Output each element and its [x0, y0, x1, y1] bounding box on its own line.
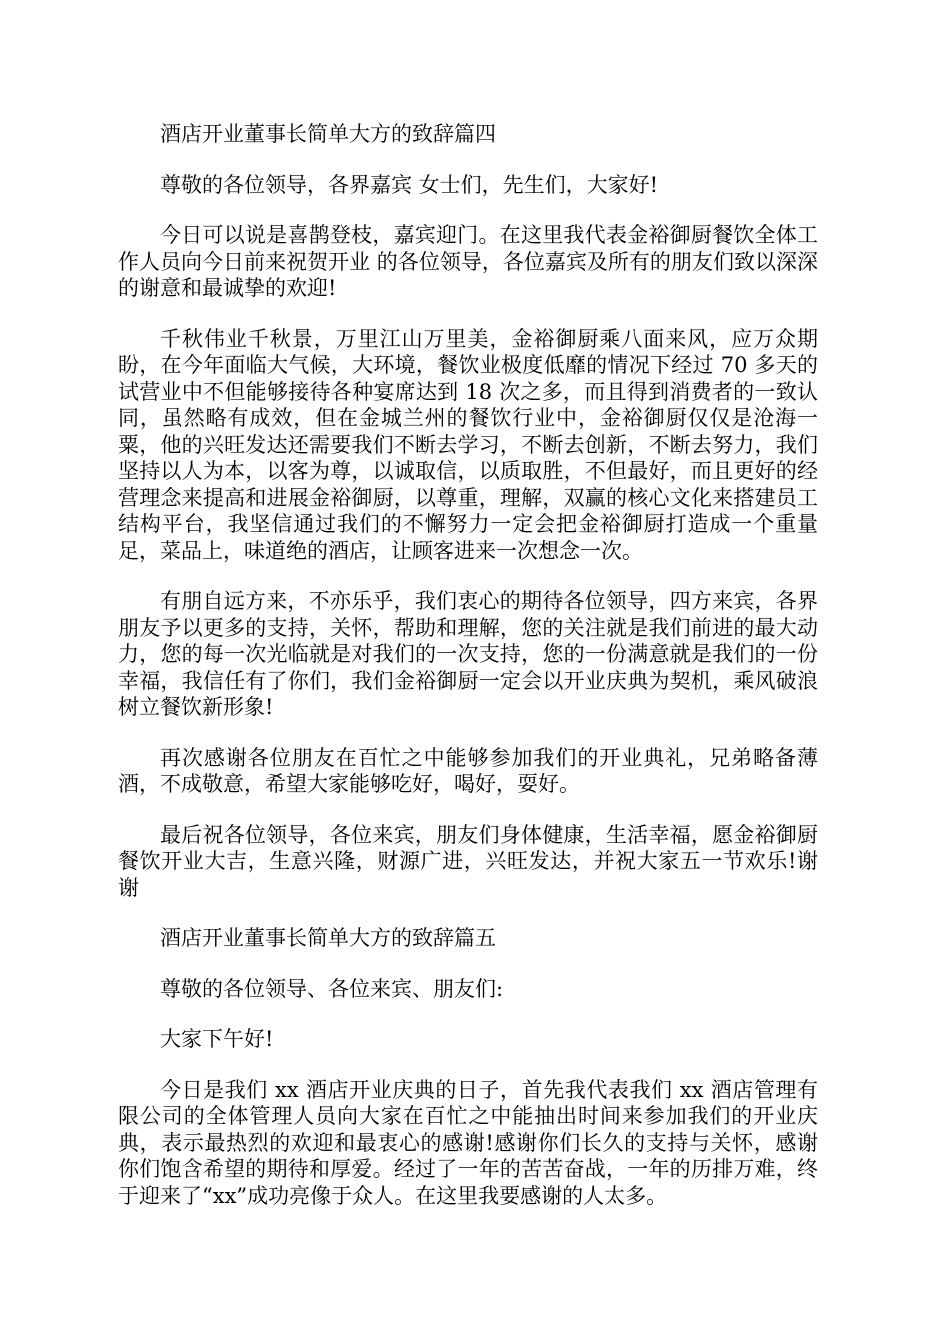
- greeting-paragraph: 尊敬的各位领导，各界嘉宾 女士们，先生们，大家好!: [160, 172, 659, 197]
- body-paragraph: 千秋伟业千秋景，万里江山万里美，金裕御厨乘八面来风，应万众期盼，在今年面临大气候，大环境，餐饮业极度低靡的情况下经过 70 多天的试营业中不但能够接待各种宴席达到 18 次之多，而且得到消费者的一致认同，虽然略有成效，但在金城兰州的餐饮行业中，金裕御厨仅仅是沧海一粟，他的兴旺发达还需要我们不断去学习，不断去创新，不断去努力，我们坚持以人为本，以客为尊，以诚取信，以质取胜，不但最好，而且更好的经营理念来提高和进展金裕御厨，以尊重，理解，双赢的核心文化来搭建员工结构平台，我坚信通过我们的不懈努力一定会把金裕御厨打造成一个重量足，菜品上，味道绝的酒店，让顾客进来一次想念一次。: [118, 326, 818, 563]
- section-title-4: 酒店开业董事长简单大方的致辞篇四: [160, 122, 496, 146]
- thanks-paragraph: 再次感谢各位朋友在百忙之中能够参加我们的开业典礼，兄弟略备薄酒，不成敬意，希望大家能够吃好，喝好，耍好。: [118, 745, 818, 796]
- welcome-paragraph: 今日可以说是喜鹊登枝，嘉宾迎门。在这里我代表金裕御厨餐饮全体工作人员向今日前来祝贺开业 的各位领导，各位嘉宾及所有的朋友们致以深深的谢意和最诚挚的欢迎!: [118, 223, 818, 300]
- greeting-paragraph: 尊敬的各位领导、各位来宾、朋友们:: [160, 976, 504, 1001]
- document-body: [118, 121, 818, 1233]
- body-paragraph: 有朋自远方来，不亦乐乎，我们衷心的期待各位领导，四方来宾，各界朋友予以更多的支持，关怀，帮助和理解，您的关注就是我们前进的最大动力，您的每一次光临就是对我们的一次支持，您的一份满意就是我们的一份幸福，我信任有了你们，我们金裕御厨一定会以开业庆典为契机，乘风破浪树立餐饮新形象!: [118, 589, 818, 719]
- body-paragraph: 今日是我们 xx 酒店开业庆典的日子，首先我代表我们 xx 酒店管理有限公司的全体管理人员向大家在百忙之中能抽出时间来参加我们的开业庆典，表示最热烈的欢迎和最衷心的感谢!感谢你们长久的支持与关怀，感谢你们饱含希望的期待和厚爱。经过了一年的苦苦奋战，一年的历排万难，终于迎来了“xx”成功亮像于众人。在这里我要感谢的人太多。: [118, 1077, 818, 1208]
- section-title-5: 酒店开业董事长简单大方的致辞篇五: [160, 926, 496, 950]
- closing-paragraph: 最后祝各位领导，各位来宾，朋友们身体健康，生活幸福，愿金裕御厨餐饮开业大吉，生意兴隆，财源广进，兴旺发达，并祝大家五一节欢乐!谢谢: [118, 822, 818, 900]
- greeting-paragraph: 大家下午好!: [160, 1027, 274, 1051]
